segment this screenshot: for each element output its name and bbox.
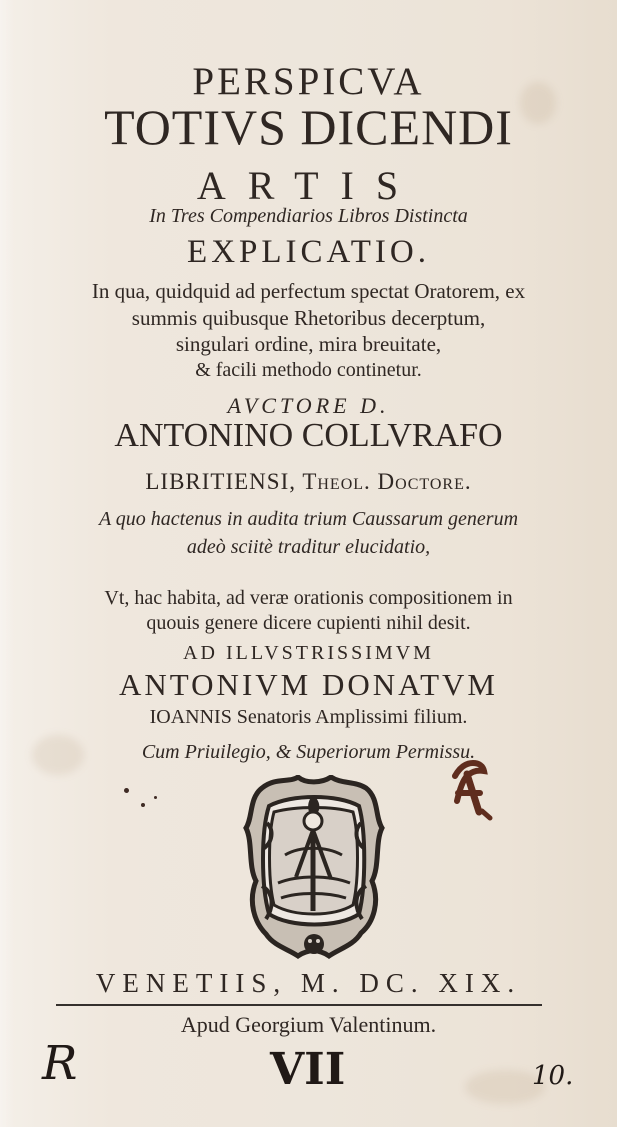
imprint-rule bbox=[56, 1004, 542, 1006]
manuscript-a-mark-icon bbox=[447, 758, 495, 822]
ink-speck bbox=[124, 788, 129, 793]
description-line-3: singulari ordine, mira breuitate, bbox=[175, 332, 442, 356]
author-credential: LIBRITIENSI, Theol. Doctore. bbox=[145, 469, 472, 494]
purpose-line-1: Vt, hac habita, ad veræ orationis compositionem in bbox=[104, 587, 513, 609]
title-line-3: ARTIS bbox=[196, 163, 421, 208]
ink-speck bbox=[141, 803, 145, 807]
description-line-1: In qua, quidquid ad perfectum spectat Oratorem, ex bbox=[91, 279, 526, 303]
title-line-4: EXPLICATIO. bbox=[187, 234, 430, 270]
purpose-line-2: quouis genere dicere cupienti nihil desit. bbox=[146, 612, 471, 634]
imprint-printer: Apud Georgium Valentinum. bbox=[180, 1012, 437, 1037]
elucidation-line-1: A quo hactenus in audita trium Caussarum generum bbox=[98, 508, 519, 530]
subtitle-line: In Tres Compendiarios Libros Distincta bbox=[149, 205, 468, 227]
manuscript-vii-mark: VII bbox=[270, 1044, 346, 1095]
description-line-2: summis quibusque Rhetoribus decerptum, bbox=[131, 306, 486, 330]
author-label: AVCTORE D. bbox=[227, 393, 390, 418]
description-line-4: & facili methodo continetur. bbox=[195, 359, 422, 381]
privilege-line: Cum Priuilegio, & Superiorum Permissu. bbox=[141, 741, 476, 763]
dedicatee-name: ANTONIVM DONATVM bbox=[119, 667, 498, 702]
imprint-place-date: VENETIIS, M. DC. XIX. bbox=[95, 968, 522, 998]
elucidation-line-2: adeò sciitè traditur elucidatio, bbox=[186, 536, 431, 558]
ink-speck bbox=[154, 796, 157, 799]
title-line-1: PERSPICVA bbox=[192, 60, 425, 103]
dedication-label: AD ILLVSTRISSIMVM bbox=[183, 642, 434, 664]
dedicatee-detail: IOANNIS Senatoris Amplissimi filium. bbox=[149, 706, 468, 728]
manuscript-r-mark: R bbox=[42, 1036, 78, 1091]
author-name: ANTONINO COLLVRAFO bbox=[114, 417, 503, 454]
title-line-2: TOTIVS DICENDI bbox=[104, 99, 513, 155]
manuscript-10-mark: 10. bbox=[532, 1061, 574, 1091]
printer-device-emblem-icon bbox=[243, 775, 385, 962]
